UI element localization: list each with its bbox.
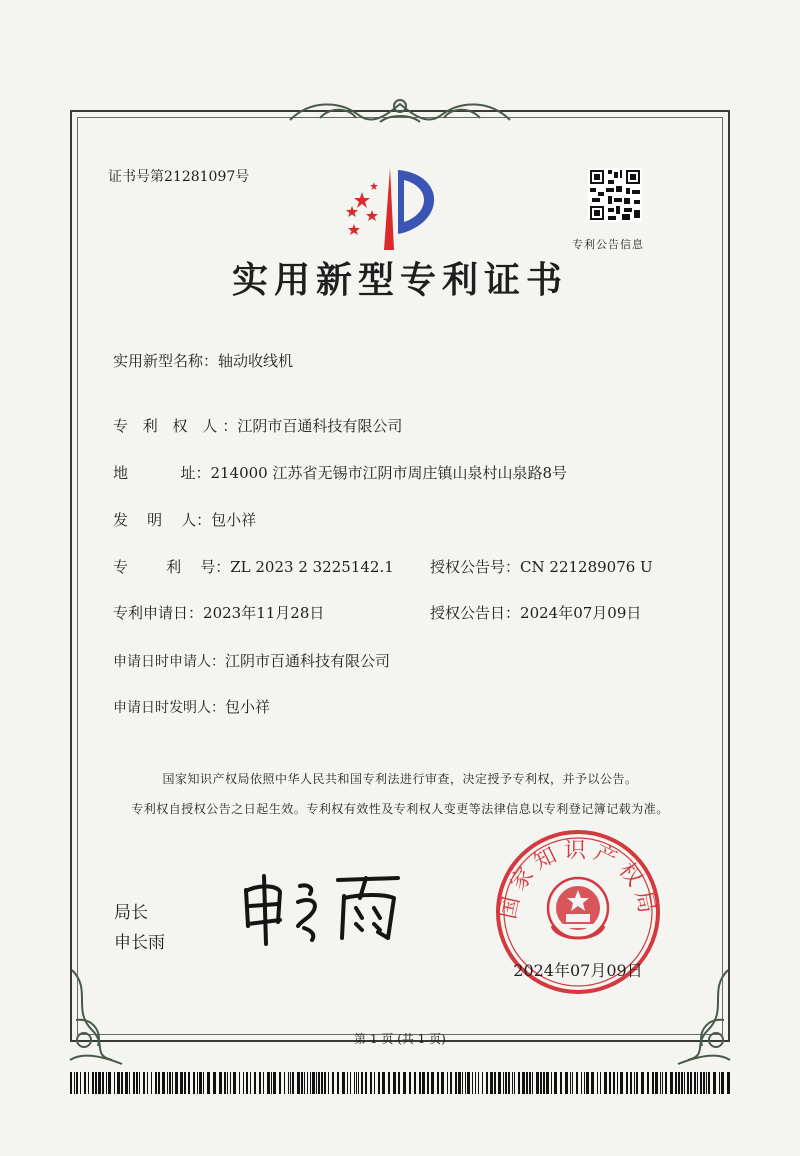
field-applicant-at-filing	[113, 650, 390, 671]
barcode	[70, 1072, 730, 1094]
field-separator: ：	[203, 352, 219, 370]
field-value: 包小祥	[211, 511, 257, 529]
field-label: 授权公告号	[430, 558, 506, 576]
national-emblem-icon	[548, 878, 608, 938]
qr-code[interactable]	[588, 168, 642, 222]
field-value: 包小祥	[225, 698, 271, 716]
field-value: 江阴市百通科技有限公司	[225, 652, 391, 670]
field-label: 专 利 号	[113, 558, 216, 576]
qr-code-label: 专利公告信息	[572, 238, 644, 251]
field-value: 江阴市百通科技有限公司	[237, 417, 403, 435]
field-value: 214000 江苏省无锡市江阴市周庄镇山泉村山泉路8号	[210, 464, 568, 482]
seal-text: 国家知识产权局	[495, 838, 661, 922]
seal-date: 2024年07月09日	[513, 961, 643, 980]
grant-notice-line-2: 专利权自授权公告之日起生效。专利权有效性及专利权人变更等法律信息以专利登记簿记载为准。	[131, 802, 669, 816]
bottom-right-ornament-icon	[658, 960, 738, 1070]
field-separator: ：	[211, 700, 225, 716]
field-value: 2023年11月28日	[203, 604, 325, 622]
field-grant-publication-number	[430, 556, 653, 577]
field-label: 授权公告日	[430, 604, 506, 622]
field-value: 轴动收线机	[218, 352, 294, 370]
field-filing-date	[113, 602, 324, 623]
field-inventor	[113, 509, 256, 530]
field-value: CN 221289076 U	[520, 558, 653, 576]
field-label: 申请日时发明人	[113, 700, 211, 716]
field-separator: ：	[505, 604, 521, 622]
field-grant-publication-date	[430, 602, 641, 623]
page-number: 第 1 页 (共 1 页)	[354, 1032, 446, 1046]
field-value: ZL 2023 2 3225142.1	[230, 558, 394, 576]
field-utility-model-name	[113, 350, 293, 371]
field-patentee	[113, 415, 402, 436]
field-separator: ：	[196, 511, 212, 529]
field-label: 实用新型名称	[113, 352, 204, 370]
bottom-left-ornament-icon	[62, 960, 142, 1070]
patent-office-emblem-icon	[332, 162, 448, 252]
field-value: 2024年07月09日	[520, 604, 642, 622]
field-separator: ：	[188, 604, 204, 622]
field-separator: ：	[215, 558, 231, 576]
field-separator: ：	[195, 464, 211, 482]
certificate-title: 实用新型专利证书	[231, 260, 568, 301]
director-signature	[238, 868, 408, 948]
field-label: 发 明 人	[113, 511, 197, 529]
director-title: 局长	[114, 903, 148, 923]
field-label: 地 址	[113, 464, 196, 482]
field-label: 专 利 权 人	[113, 417, 223, 435]
field-address	[113, 462, 567, 483]
field-separator: ：	[211, 654, 225, 670]
top-ornament-icon	[280, 92, 520, 130]
field-patent-number	[113, 556, 394, 577]
field-label: 专利申请日	[113, 604, 189, 622]
field-label: 申请日时申请人	[113, 654, 211, 670]
field-separator: ：	[505, 558, 521, 576]
grant-notice-line-1: 国家知识产权局依照中华人民共和国专利法进行审查，决定授予专利权，并予以公告。	[162, 772, 638, 786]
certificate-number: 证书号第21281097号	[108, 169, 250, 185]
director-name: 申长雨	[114, 933, 165, 953]
field-inventor-at-filing	[113, 696, 270, 717]
field-separator: ：	[222, 417, 238, 435]
